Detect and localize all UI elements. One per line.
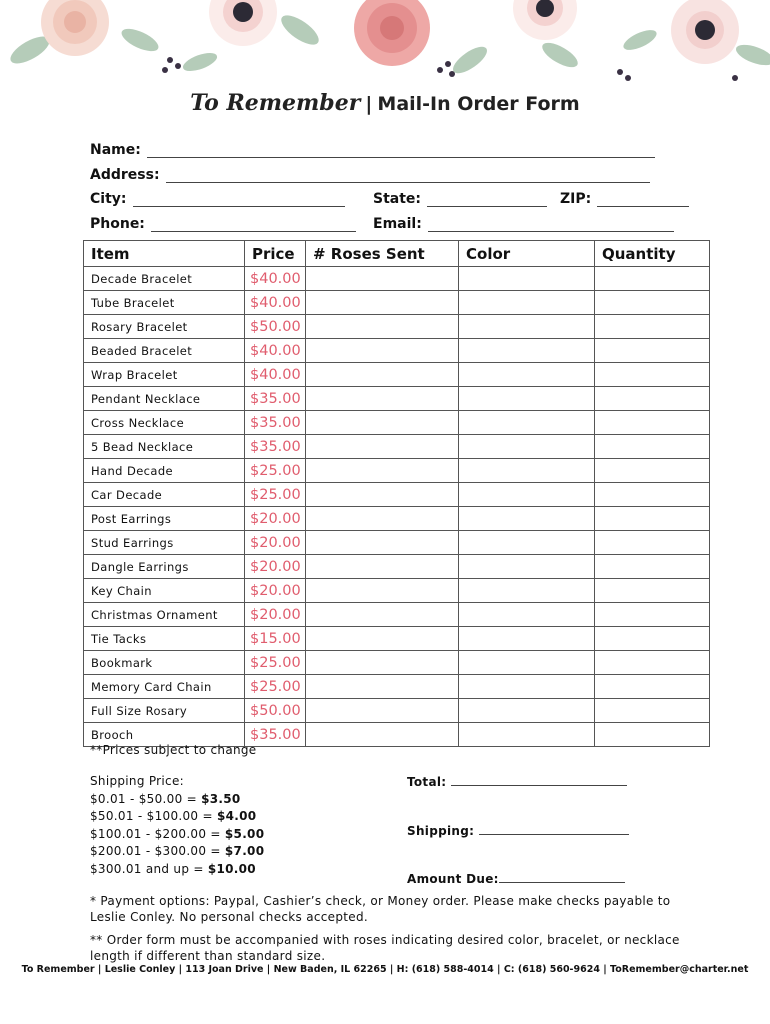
color-cell[interactable] — [459, 603, 595, 627]
shipping-tier — [90, 827, 264, 841]
table-row — [84, 267, 710, 291]
item-name: Full Size Rosary — [84, 699, 245, 723]
roses-sent-cell[interactable] — [306, 699, 459, 723]
item-name: Wrap Bracelet — [84, 363, 245, 387]
item-name: Cross Necklace — [84, 411, 245, 435]
color-cell[interactable] — [459, 627, 595, 651]
state-label: State: — [373, 191, 422, 207]
email-label: Email: — [373, 216, 422, 232]
table-row — [84, 363, 710, 387]
anemone-far-right — [671, 0, 739, 64]
total-input-line[interactable] — [451, 775, 627, 786]
item-price: $40.00 — [245, 291, 306, 315]
color-cell[interactable] — [459, 267, 595, 291]
shipping-tier-range: $300.01 and up = — [90, 862, 208, 876]
color-cell[interactable] — [459, 339, 595, 363]
item-name: Tie Tacks — [84, 627, 245, 651]
item-name: Key Chain — [84, 579, 245, 603]
form-title-text: Mail-In Order Form — [377, 93, 580, 115]
item-price: $25.00 — [245, 459, 306, 483]
color-cell[interactable] — [459, 651, 595, 675]
item-price: $40.00 — [245, 267, 306, 291]
phone-field[interactable] — [90, 216, 356, 232]
quantity-cell[interactable] — [595, 411, 710, 435]
color-cell[interactable] — [459, 411, 595, 435]
shipping-tier-cost: $10.00 — [207, 862, 256, 876]
roses-note: ** Order form must be accompanied with roses indicating desired color, bracelet, or necklace length if different than standard size. — [90, 933, 680, 963]
script-title: To Remember — [190, 90, 361, 116]
roses-sent-cell[interactable] — [306, 651, 459, 675]
table-row — [84, 315, 710, 339]
color-cell[interactable] — [459, 459, 595, 483]
amount-due-field[interactable] — [407, 872, 625, 886]
order-table — [83, 240, 710, 747]
item-price: $35.00 — [245, 387, 306, 411]
roses-sent-cell[interactable] — [306, 459, 459, 483]
shipping-total-field[interactable] — [407, 824, 629, 838]
item-price: $15.00 — [245, 627, 306, 651]
shipping-tier-range: $50.01 - $100.00 = — [90, 809, 217, 823]
phone-input-line[interactable] — [151, 219, 356, 232]
quantity-cell[interactable] — [595, 507, 710, 531]
table-row — [84, 603, 710, 627]
quantity-cell[interactable] — [595, 555, 710, 579]
anemone-right — [513, 0, 577, 40]
column-header-quantity: Quantity — [595, 241, 710, 267]
item-name: Bookmark — [84, 651, 245, 675]
item-name: Pendant Necklace — [84, 387, 245, 411]
address-input-line[interactable] — [166, 170, 650, 183]
city-input-line[interactable] — [133, 194, 345, 207]
roses-sent-cell[interactable] — [306, 483, 459, 507]
quantity-cell[interactable] — [595, 603, 710, 627]
table-row — [84, 411, 710, 435]
name-label: Name: — [90, 142, 141, 158]
column-header-roses-sent: # Roses Sent — [306, 241, 459, 267]
quantity-cell[interactable] — [595, 363, 710, 387]
color-cell[interactable] — [459, 531, 595, 555]
item-name: Decade Bracelet — [84, 267, 245, 291]
table-row — [84, 291, 710, 315]
color-cell[interactable] — [459, 723, 595, 747]
item-name: Stud Earrings — [84, 531, 245, 555]
quantity-cell[interactable] — [595, 435, 710, 459]
quantity-cell[interactable] — [595, 387, 710, 411]
item-price: $20.00 — [245, 531, 306, 555]
total-field[interactable] — [407, 775, 627, 789]
roses-sent-cell[interactable] — [306, 627, 459, 651]
color-cell[interactable] — [459, 579, 595, 603]
state-input-line[interactable] — [427, 194, 547, 207]
item-name: Tube Bracelet — [84, 291, 245, 315]
shipping-tier — [90, 792, 241, 806]
item-name: Rosary Bracelet — [84, 315, 245, 339]
item-price: $25.00 — [245, 675, 306, 699]
rose-center — [354, 0, 430, 66]
roses-sent-cell[interactable] — [306, 363, 459, 387]
color-cell[interactable] — [459, 363, 595, 387]
item-price: $35.00 — [245, 435, 306, 459]
item-price: $40.00 — [245, 363, 306, 387]
roses-sent-cell[interactable] — [306, 723, 459, 747]
item-name: Beaded Bracelet — [84, 339, 245, 363]
roses-sent-cell[interactable] — [306, 435, 459, 459]
color-cell[interactable] — [459, 315, 595, 339]
email-input-line[interactable] — [428, 219, 674, 232]
item-name: Brooch — [84, 723, 245, 747]
color-cell[interactable] — [459, 675, 595, 699]
quantity-cell[interactable] — [595, 531, 710, 555]
quantity-cell[interactable] — [595, 627, 710, 651]
roses-sent-cell[interactable] — [306, 291, 459, 315]
table-row — [84, 699, 710, 723]
color-cell[interactable] — [459, 555, 595, 579]
quantity-cell[interactable] — [595, 675, 710, 699]
amount-due-input-line[interactable] — [499, 872, 625, 883]
floral-banner-image — [0, 0, 770, 100]
table-row — [84, 651, 710, 675]
table-row — [84, 339, 710, 363]
shipping-tier — [90, 844, 264, 858]
name-field[interactable] — [90, 142, 655, 158]
table-row — [84, 459, 710, 483]
shipping-tier-range: $100.01 - $200.00 = — [90, 827, 225, 841]
roses-sent-cell[interactable] — [306, 675, 459, 699]
anemone-left — [209, 0, 277, 46]
address-field[interactable] — [90, 167, 650, 183]
color-cell[interactable] — [459, 507, 595, 531]
shipping-tier-cost: $4.00 — [216, 809, 257, 823]
item-name: Car Decade — [84, 483, 245, 507]
phone-label: Phone: — [90, 216, 145, 232]
roses-sent-cell[interactable] — [306, 507, 459, 531]
item-price: $50.00 — [245, 699, 306, 723]
quantity-cell[interactable] — [595, 651, 710, 675]
color-cell[interactable] — [459, 435, 595, 459]
zip-field[interactable] — [560, 191, 689, 207]
quantity-cell[interactable] — [595, 699, 710, 723]
quantity-cell[interactable] — [595, 315, 710, 339]
table-row — [84, 627, 710, 651]
table-row — [84, 483, 710, 507]
address-label: Address: — [90, 167, 160, 183]
quantity-cell[interactable] — [595, 267, 710, 291]
table-header-row — [84, 241, 710, 267]
table-row — [84, 555, 710, 579]
item-price: $20.00 — [245, 507, 306, 531]
quantity-cell[interactable] — [595, 579, 710, 603]
item-name: Dangle Earrings — [84, 555, 245, 579]
shipping-tier — [90, 809, 256, 823]
item-name: 5 Bead Necklace — [84, 435, 245, 459]
roses-sent-cell[interactable] — [306, 315, 459, 339]
roses-sent-cell[interactable] — [306, 531, 459, 555]
roses-sent-cell[interactable] — [306, 411, 459, 435]
item-price: $40.00 — [245, 339, 306, 363]
shipping-tier-cost: $5.00 — [224, 827, 265, 841]
table-row — [84, 435, 710, 459]
item-price: $35.00 — [245, 723, 306, 747]
rose-left — [41, 0, 109, 56]
item-name: Hand Decade — [84, 459, 245, 483]
column-header-item: Item — [84, 241, 245, 267]
name-input-line[interactable] — [147, 145, 655, 158]
state-field[interactable] — [373, 191, 547, 207]
roses-sent-cell[interactable] — [306, 603, 459, 627]
table-row — [84, 387, 710, 411]
zip-label: ZIP: — [560, 191, 592, 207]
color-cell[interactable] — [459, 387, 595, 411]
price-note: **Prices subject to change — [90, 743, 257, 757]
email-field[interactable] — [373, 216, 674, 232]
quantity-cell[interactable] — [595, 339, 710, 363]
total-label: Total: — [407, 775, 447, 789]
berry-decoration — [162, 57, 738, 81]
amount-due-label: Amount Due: — [407, 872, 499, 886]
item-price: $20.00 — [245, 579, 306, 603]
item-price: $25.00 — [245, 483, 306, 507]
roses-sent-cell[interactable] — [306, 387, 459, 411]
table-row — [84, 579, 710, 603]
item-price: $20.00 — [245, 555, 306, 579]
shipping-total-input-line[interactable] — [479, 824, 629, 835]
table-row — [84, 531, 710, 555]
zip-input-line[interactable] — [597, 194, 689, 207]
quantity-cell[interactable] — [595, 483, 710, 507]
shipping-tier-range: $0.01 - $50.00 = — [90, 792, 202, 806]
city-label: City: — [90, 191, 127, 207]
item-name: Memory Card Chain — [84, 675, 245, 699]
table-row — [84, 507, 710, 531]
item-name: Post Earrings — [84, 507, 245, 531]
quantity-cell[interactable] — [595, 723, 710, 747]
city-field[interactable] — [90, 191, 345, 207]
quantity-cell[interactable] — [595, 291, 710, 315]
quantity-cell[interactable] — [595, 459, 710, 483]
color-cell[interactable] — [459, 483, 595, 507]
color-cell[interactable] — [459, 291, 595, 315]
shipping-tier-cost: $3.50 — [201, 792, 241, 806]
title-separator: | — [365, 93, 373, 115]
footer-contact: To Remember | Leslie Conley | 113 Joan Drive | New Baden, IL 62265 | H: (618) 588-4014 | C: (618) 560-9624 | ToRemember@charter.net — [21, 964, 749, 975]
shipping-heading: Shipping Price: — [90, 774, 184, 788]
shipping-tier — [90, 862, 256, 876]
roses-sent-cell[interactable] — [306, 579, 459, 603]
column-header-color: Color — [459, 241, 595, 267]
item-price: $50.00 — [245, 315, 306, 339]
form-title — [0, 90, 770, 116]
item-price: $20.00 — [245, 603, 306, 627]
shipping-tier-range: $200.01 - $300.00 = — [90, 844, 225, 858]
table-row — [84, 675, 710, 699]
payment-note: * Payment options: Paypal, Cashier’s check, or Money order. Please make checks payable to Leslie Conley. No personal checks accepted. — [90, 894, 671, 924]
item-name: Christmas Ornament — [84, 603, 245, 627]
item-price: $35.00 — [245, 411, 306, 435]
roses-sent-cell[interactable] — [306, 339, 459, 363]
shipping-total-label: Shipping: — [407, 824, 475, 838]
item-price: $25.00 — [245, 651, 306, 675]
column-header-price: Price — [245, 241, 306, 267]
roses-sent-cell[interactable] — [306, 555, 459, 579]
shipping-tier-cost: $7.00 — [224, 844, 265, 858]
order-table-body — [84, 267, 710, 747]
roses-sent-cell[interactable] — [306, 267, 459, 291]
color-cell[interactable] — [459, 699, 595, 723]
